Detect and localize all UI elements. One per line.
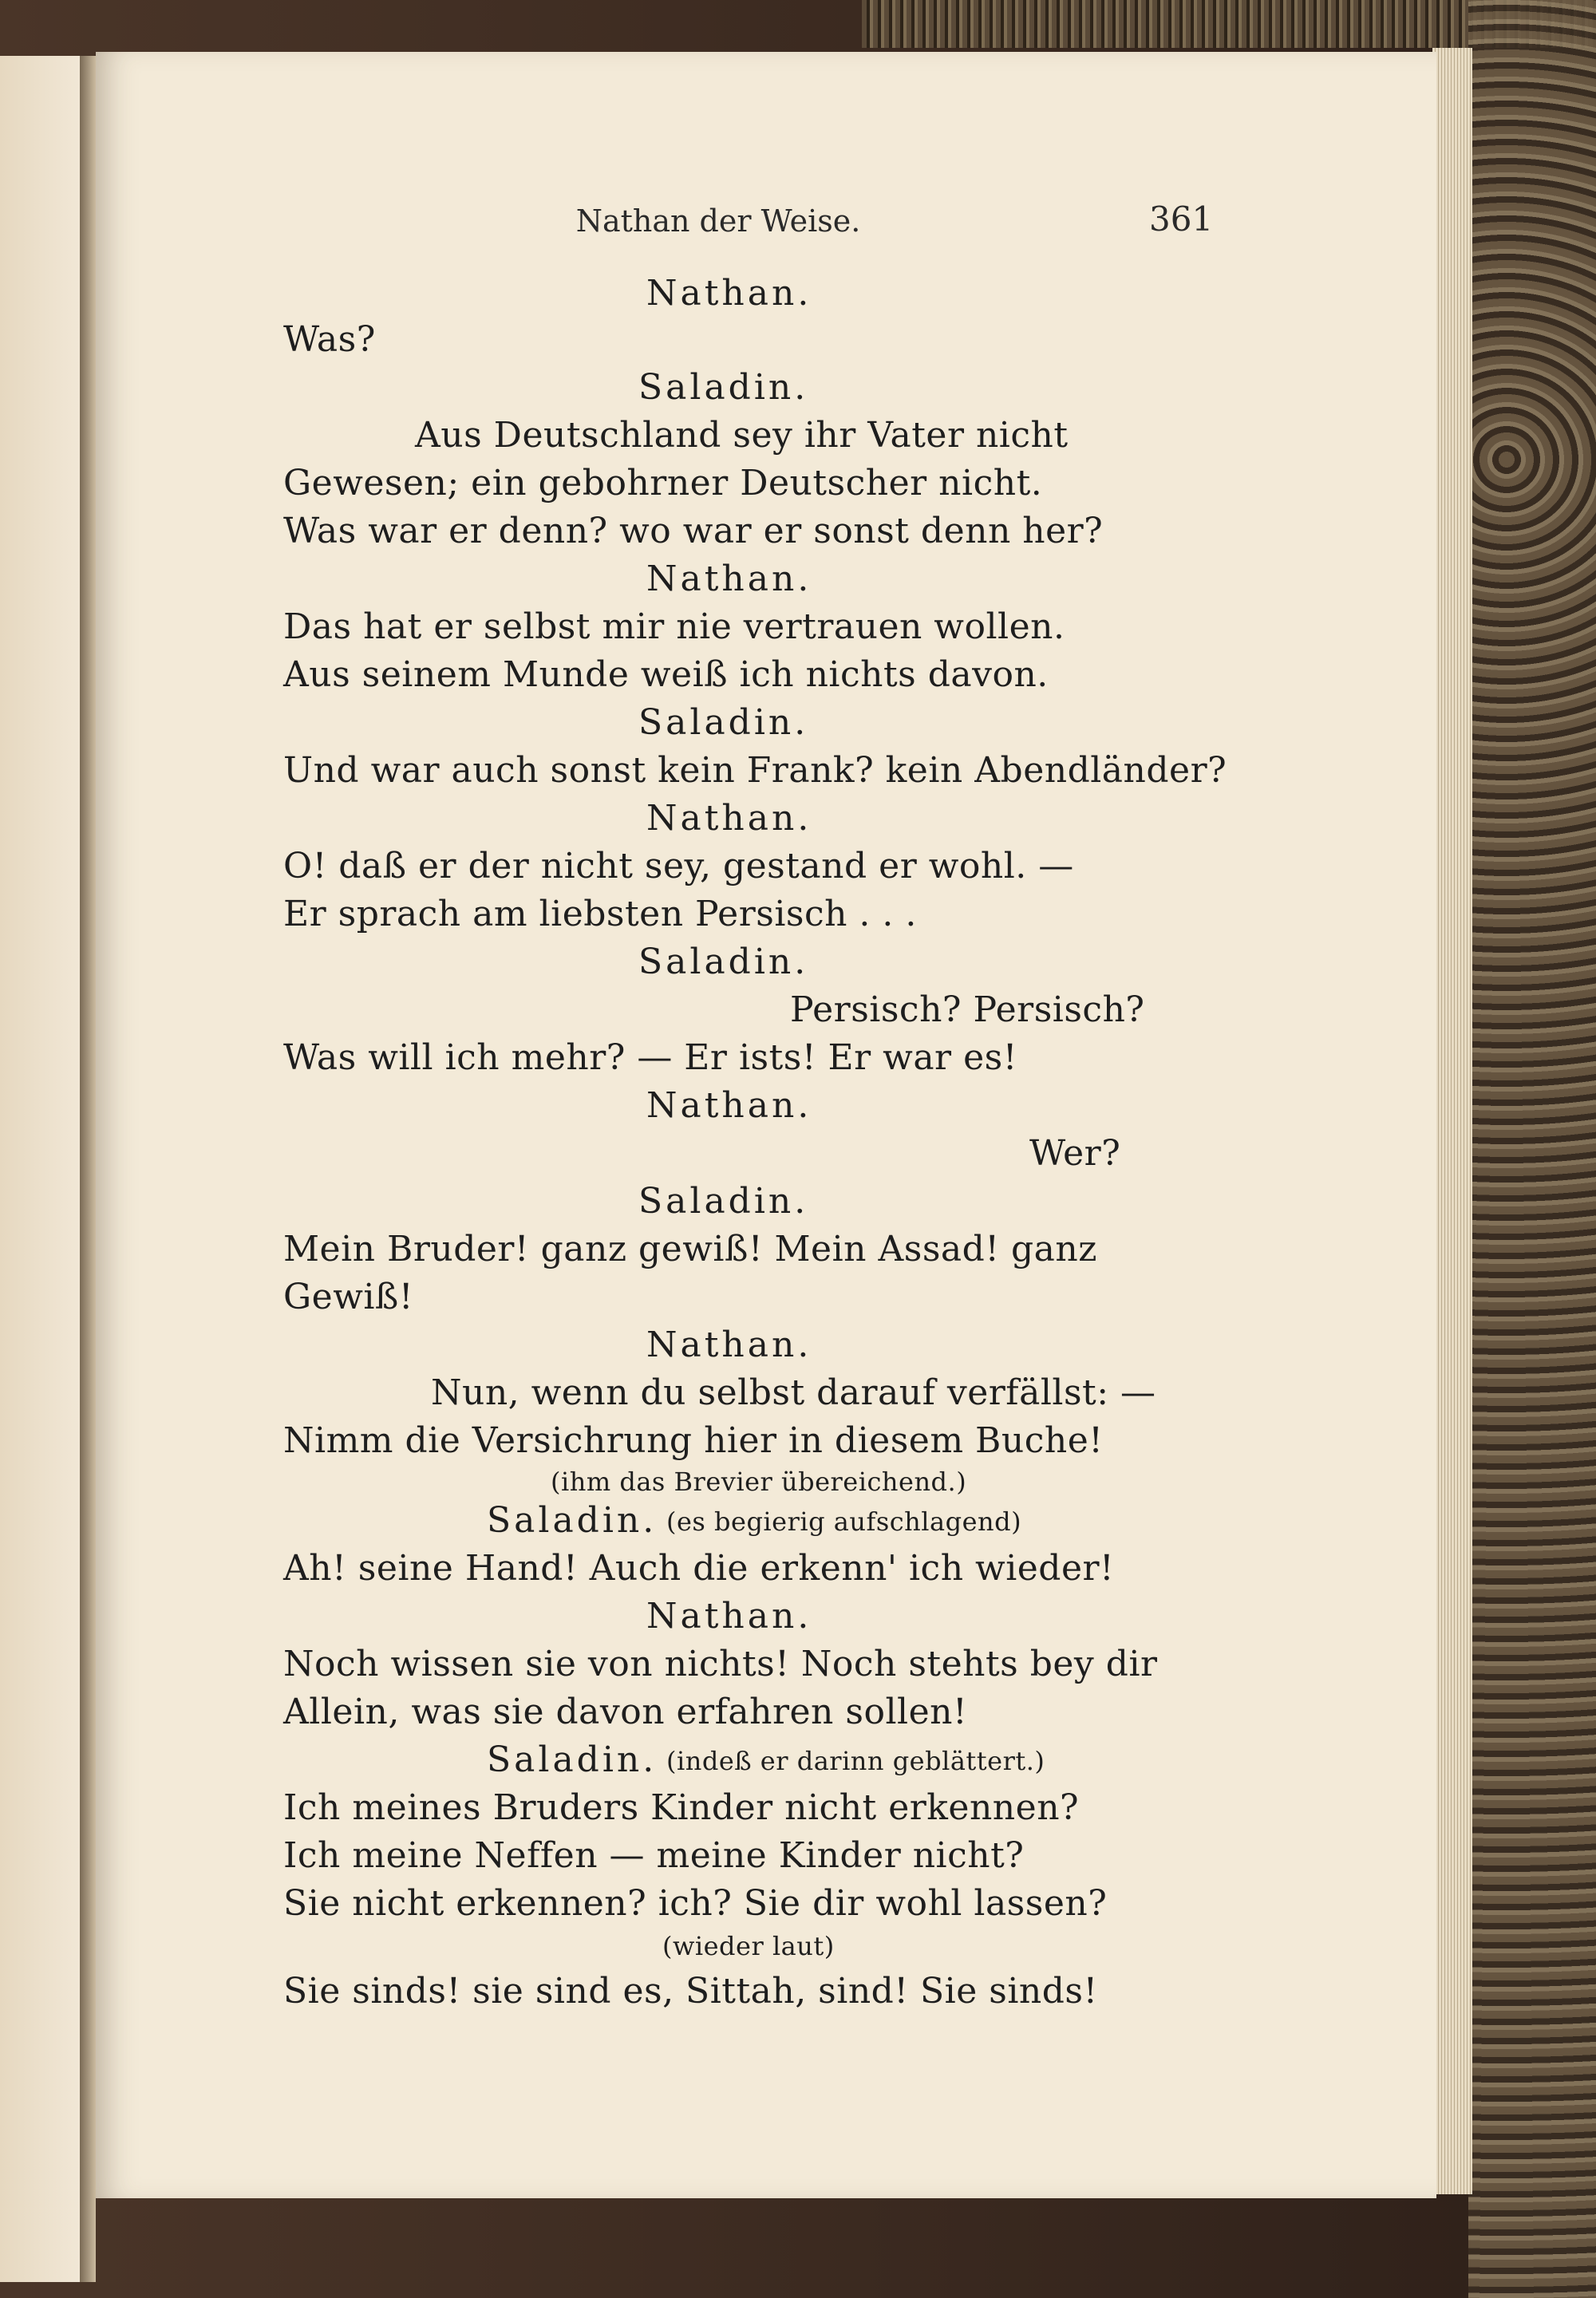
verse-line: Gewesen; ein gebohrner Deutscher nicht. [283, 463, 1043, 503]
marbled-edge [1468, 0, 1596, 2298]
running-header: Nathan der Weise. [575, 203, 861, 239]
speaker-name: Saladin. [638, 1181, 809, 1222]
stage-direction: (indeß er darinn geblättert.) [666, 1746, 1045, 1776]
stage-direction: (es begierig aufschlagend) [666, 1506, 1022, 1537]
speaker-name: Saladin. [638, 702, 809, 743]
verse-line: Persisch? Persisch? [790, 989, 1145, 1030]
speaker-name: Nathan. [646, 1085, 812, 1126]
speaker-name: Saladin. [487, 1500, 658, 1541]
verse-line: Sie nicht erkennen? ich? Sie dir wohl lassen? [283, 1883, 1108, 1924]
verse-line: Was? [283, 319, 376, 360]
stage-direction: (wieder laut) [662, 1931, 835, 1961]
stage-direction: (ihm das Brevier übereichend.) [551, 1467, 967, 1497]
verse-line: Nimm die Versichrung hier in diesem Buche! [283, 1420, 1104, 1461]
gutter [80, 56, 96, 2282]
page-number: 361 [1149, 199, 1214, 239]
verse-line: Aus Deutschland sey ihr Vater nicht [415, 415, 1069, 456]
speaker-name: Nathan. [646, 798, 812, 839]
speaker-name: Nathan. [646, 1596, 812, 1637]
verse-line: Sie sinds! sie sind es, Sittah, sind! Sie sinds! [283, 1971, 1098, 2012]
left-page [0, 56, 82, 2282]
speaker-name: Nathan. [646, 273, 812, 314]
verse-line: Wer? [1029, 1133, 1121, 1174]
verse-line: Er sprach am liebsten Persisch . . . [283, 894, 917, 934]
verse-line: Was war er denn? wo war er sonst denn her? [283, 511, 1104, 551]
verse-line: Mein Bruder! ganz gewiß! Mein Assad! ganz [283, 1229, 1097, 1269]
speaker-name: Saladin. [487, 1739, 658, 1780]
verse-line: Ich meines Bruders Kinder nicht erkennen? [283, 1787, 1080, 1828]
verse-line: Noch wissen sie von nichts! Noch stehts bey dir [283, 1644, 1158, 1684]
verse-line: Aus seinem Munde weiß ich nichts davon. [283, 654, 1049, 695]
speaker-name: Saladin. [638, 942, 809, 982]
verse-line: Ah! seine Hand! Auch die erkenn' ich wieder! [283, 1548, 1115, 1589]
verse-line: O! daß er der nicht sey, gestand er wohl. — [283, 846, 1074, 886]
verse-line: Gewiß! [283, 1277, 413, 1317]
verse-line: Allein, was sie davon erfahren sollen! [283, 1692, 968, 1732]
verse-line: Das hat er selbst mir nie vertrauen wollen. [283, 606, 1065, 647]
verse-line: Und war auch sonst kein Frank? kein Abendländer? [283, 750, 1227, 791]
speaker-name: Nathan. [646, 559, 812, 599]
speaker-name: Nathan. [646, 1325, 812, 1365]
verse-line: Was will ich mehr? — Er ists! Er war es! [283, 1037, 1017, 1078]
speaker-name: Saladin. [638, 367, 809, 408]
verse-line: Nun, wenn du selbst darauf verfällst: — [431, 1372, 1156, 1413]
verse-line: Ich meine Neffen — meine Kinder nicht? [283, 1835, 1025, 1876]
page-stack [1432, 48, 1472, 2194]
